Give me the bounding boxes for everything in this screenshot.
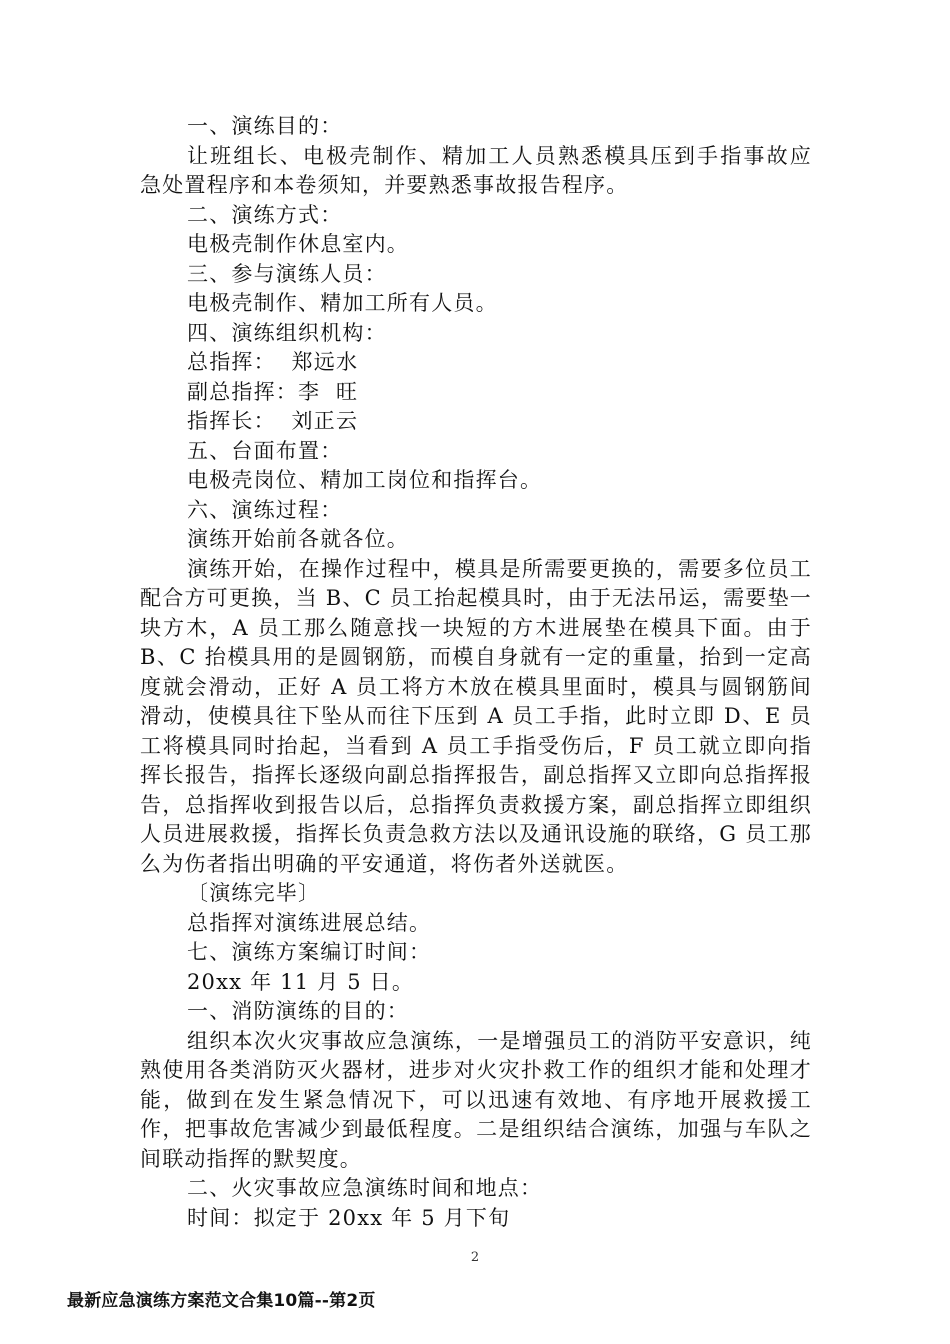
document-body [140, 112, 812, 1233]
paragraph-fire-drill-purpose: 组织本次火灾事故应急演练，一是增强员工的消防平安意识，纯熟使用各类消防灭火器材，进步对火灾扑救工作的组织才能和处理才能，做到在发生紧急情况下，可以迅速有效地、有序地开展救援工作，把事故危害减少到最低程度。二是组织结合演练，加强与车队之间联动指挥的默契度。 [140, 1028, 812, 1171]
heading-participants: 三、参与演练人员： [187, 261, 387, 286]
heading-fire-drill-time-place: 二、火灾事故应急演练时间和地点： [187, 1176, 543, 1200]
heading-organization: 四、演练组织机构： [187, 320, 387, 345]
paragraph-process: 演练开始，在操作过程中，模具是所需要更换的，需要多位员工配合方可更换，当 B、C 员工抬起模具时，由于无法吊运，需要垫一块方木，A 员工那么随意找一块短的方木进展垫在模具下面。由于 B、C 抬模具用的是圆钢筋，而模自身就有一定的重量，抬到一定高度就会滑动，正好 A 员工将方木放在模具里面时，模具与圆钢筋间滑动，使模具往下坠从而往下压到 A 员工手指，此时立即 D、E 员工将模具同时抬起，当看到 A 员工手指受伤后，F 员工就立即向指挥长报告，指挥长逐级向副总指挥报告，副总指挥又立即向总指挥报告，总指挥收到报告以后，总指挥负责救援方案，副总指挥立即组织人员进展救援，指挥长负责急救方法以及通讯设施的联络，G 员工那么为伤者指出明确的平安通道，将伤者外送就医。 [140, 556, 812, 876]
heading-process: 六、演练过程： [187, 497, 343, 522]
heading-schedule: 七、演练方案编订时间： [187, 940, 432, 964]
text-participants: 电极壳制作、精加工所有人员。 [187, 291, 498, 315]
text-commander: 总指挥： 郑远水 [187, 350, 359, 374]
page-footer: 最新应急演练方案范文合集10篇--第2页 [67, 1291, 376, 1311]
page-number: 2 [470, 1250, 480, 1265]
heading-layout: 五、台面布置： [187, 438, 343, 463]
text-summary: 总指挥对演练进展总结。 [187, 910, 432, 935]
heading-drill-method: 二、演练方式： [187, 202, 343, 227]
text-fire-drill-time: 时间：拟定于 20xx 年 5 月下旬 [187, 1205, 511, 1230]
text-process-start: 演练开始前各就各位。 [187, 527, 409, 551]
heading-drill-purpose: 一、演练目的： [187, 114, 343, 138]
text-schedule-date: 20xx 年 11 月 5 日。 [187, 969, 415, 994]
heading-fire-drill-purpose: 一、消防演练的目的： [187, 999, 409, 1023]
text-drill-location: 电极壳制作休息室内。 [187, 232, 409, 256]
text-deputy-commander: 副总指挥：李 旺 [187, 379, 359, 404]
text-drill-end: 〔演练完毕〕 [187, 881, 321, 905]
text-chief: 指挥长： 刘正云 [187, 409, 359, 433]
paragraph-drill-purpose: 让班组长、电极壳制作、精加工人员熟悉模具压到手指事故应 急处置程序和本卷须知，并要熟悉事故报告程序。 [140, 143, 812, 197]
text-layout: 电极壳岗位、精加工岗位和指挥台。 [187, 468, 543, 492]
